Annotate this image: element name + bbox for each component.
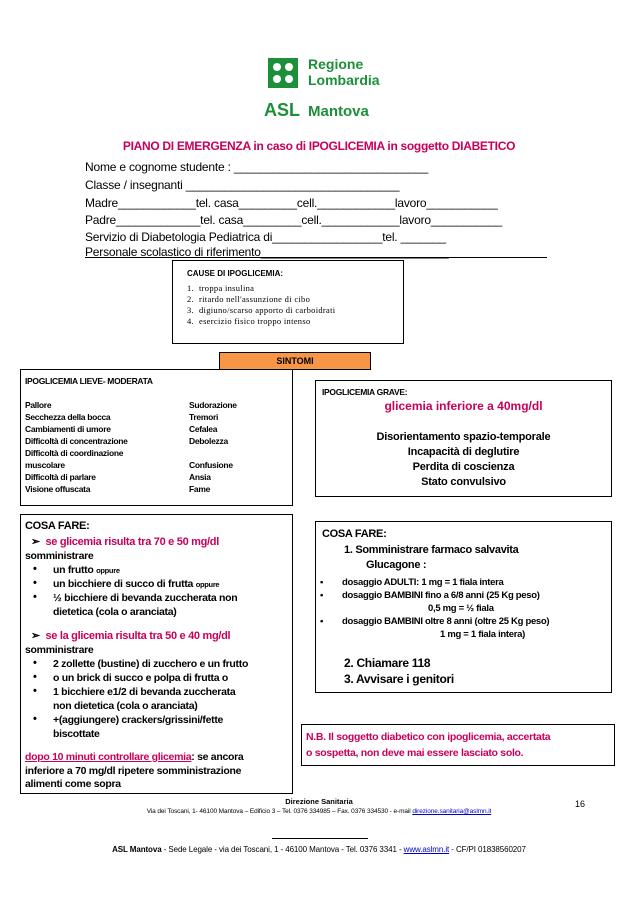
recheck-instruction: dopo 10 minuti controllare glicemia: se ancora — [25, 751, 244, 763]
list-item: o un brick di succo e polpa di frutta o — [53, 672, 228, 684]
step-1-drug: Glucagone : — [366, 559, 427, 571]
nb-warning-box — [301, 724, 615, 766]
symptom-right: Ansia — [189, 472, 211, 482]
severe-actions-box — [315, 521, 612, 693]
bullet-icon: • — [320, 616, 324, 627]
document-title: PIANO DI EMERGENZA in caso di IPOGLICEMIA in soggetto DIABETICO — [122, 139, 516, 153]
regione-lombardia-emblem-icon — [268, 58, 298, 88]
list-item: un frutto oppure — [53, 564, 120, 576]
bullet-icon: • — [320, 590, 324, 601]
symptom-left: muscolare — [25, 460, 65, 470]
causes-heading: CAUSE DI IPOGLICEMIA: — [187, 269, 284, 278]
field-father: Padre_____________tel. casa_________cell.____________lavoro___________ — [85, 213, 503, 227]
recheck-instruction-3: alimenti come sopra — [25, 778, 121, 790]
severe-hypoglycemia-box — [315, 380, 612, 497]
recheck-instruction-2: inferiore a 70 mg/dl ripetere somministrazione — [25, 765, 242, 777]
bullet-icon: • — [33, 657, 37, 669]
severe-symptom: Stato convulsivo — [421, 476, 506, 488]
step-3: 3. Avvisare i genitori — [344, 672, 454, 686]
administer-label: somministrare — [25, 550, 94, 562]
list-item: +(aggiungere) crackers/grissini/fette — [53, 714, 224, 726]
footer-address: Via dei Toscani, 1- 46100 Mantova – Edificio 3 – Tel. 0376 334985 – Fax. 0376 334530 - e-mail direzione.sanitaria@aslmn.it — [146, 808, 492, 815]
nb-line1: N.B. Il soggetto diabetico con ipoglicemia, accertata — [306, 731, 551, 743]
bullet-icon: • — [33, 577, 37, 589]
mild-hypoglycemia-box — [20, 369, 293, 506]
list-item: 1 bicchiere e1/2 di bevanda zuccherata — [53, 686, 236, 698]
email-link[interactable]: direzione.sanitaria@aslmn.it — [412, 808, 492, 815]
bullet-icon: • — [33, 671, 37, 683]
logo-asl: ASL — [264, 100, 300, 120]
symptom-left: Cambiamenti di umore — [25, 424, 111, 434]
footer-legal: ASL Mantova - Sede Legale - via dei Toscani, 1 - 46100 Mantova - Tel. 0376 3341 - www.aslmn.it - CF/PI 01838560207 — [112, 845, 526, 854]
list-item-cont: non dietetica (cola o aranciata) — [53, 700, 198, 712]
severe-symptom: Disorientamento spazio-temporale — [376, 431, 551, 443]
arrow-icon: ➢ — [31, 630, 46, 642]
causes-box — [172, 260, 404, 344]
nb-line2: o sospetta, non deve mai essere lasciato solo. — [306, 747, 524, 759]
logo-city: Mantova — [308, 103, 369, 120]
list-item: 2. ritardo nell'assunzione di cibo — [187, 294, 311, 304]
severe-symptom: Perdita di coscienza — [412, 461, 515, 473]
causes-list — [187, 283, 335, 327]
dose-children-older: dosaggio BAMBINI oltre 8 anni (oltre 25 Kg peso) — [342, 616, 550, 627]
logo-line1: Regione — [308, 56, 364, 72]
bullet-icon: • — [33, 563, 37, 575]
sintomi-label: SINTOMI — [219, 352, 371, 370]
list-item: ½ bicchiere di bevanda zuccherata non — [53, 592, 238, 604]
mild-actions-box — [20, 514, 293, 794]
range-50-40: ➢ se la glicemia risulta tra 50 e 40 mg/dl — [31, 630, 231, 642]
symptom-left: Difficoltà di concentrazione — [25, 436, 128, 446]
field-school-staff: Personale scolastico di riferimento_____________________________ — [85, 245, 449, 259]
symptom-right: Debolezza — [189, 436, 228, 446]
website-link[interactable]: www.aslmn.it — [403, 845, 450, 854]
dose-adults: dosaggio ADULTI: 1 mg = 1 fiala intera — [342, 577, 504, 588]
list-item-cont: biscottate — [53, 728, 100, 740]
symptom-left: Pallore — [25, 400, 52, 410]
symptom-left: Visione offuscata — [25, 484, 91, 494]
administer-label: somministrare — [25, 644, 94, 656]
actions-heading: COSA FARE: — [25, 520, 90, 532]
bullet-icon: • — [33, 591, 37, 603]
symptom-left: Secchezza della bocca — [25, 412, 111, 422]
page-number: 16 — [575, 799, 586, 809]
severe-glycemia: glicemia inferiore a 40mg/dl — [384, 399, 543, 413]
footer-department: Direzione Sanitaria — [285, 797, 353, 806]
regione-lombardia-logo — [264, 54, 380, 124]
dose-children-young-amount: 0,5 mg = ½ fiala — [428, 603, 494, 614]
severe-symptom: Incapacità di deglutire — [407, 446, 520, 458]
symptom-right: Sudorazione — [189, 400, 237, 410]
list-item-cont: dietetica (cola o aranciata) — [53, 606, 177, 618]
field-diabetology-service: Servizio di Diabetologia Pediatrica di_________________tel. _______ — [85, 230, 446, 244]
symptom-left: Difficoltà di parlare — [25, 472, 96, 482]
list-item: 2 zollette (bustine) di zucchero e un frutto — [53, 658, 249, 670]
bullet-icon: • — [33, 713, 37, 725]
field-class-teachers: Classe / insegnanti _________________________________ — [85, 178, 400, 192]
list-item: 1. troppa insulina — [187, 283, 255, 293]
symptom-right: Confusione — [189, 460, 233, 470]
divider — [85, 257, 547, 258]
field-student-name: Nome e cognome studente : ______________________________ — [85, 160, 429, 174]
symptom-right: Cefalea — [189, 424, 218, 434]
arrow-icon: ➢ — [31, 536, 46, 548]
field-mother: Madre____________tel. casa_________cell.____________lavoro___________ — [85, 196, 498, 210]
list-item: un bicchiere di succo di frutta oppure — [53, 578, 220, 590]
symptom-left: Difficoltà di coordinazione — [25, 448, 124, 458]
mild-heading: IPOGLICEMIA LIEVE- MODERATA — [25, 376, 153, 386]
step-2: 2. Chiamare 118 — [344, 656, 431, 670]
symptom-right: Tremori — [189, 412, 219, 422]
dose-children-young: dosaggio BAMBINI fino a 6/8 anni (25 Kg peso) — [342, 590, 540, 601]
symptom-right: Fame — [189, 484, 211, 494]
footer-divider — [272, 838, 368, 839]
severe-heading: IPOGLICEMIA GRAVE: — [322, 387, 408, 397]
logo-line2: Lombardia — [308, 72, 380, 88]
range-70-50: ➢ se glicemia risulta tra 70 e 50 mg/dl — [31, 536, 219, 548]
list-item: 3. digiuno/scarso apporto di carboidrati — [187, 305, 336, 315]
actions-heading: COSA FARE: — [322, 528, 387, 540]
list-item: 4. esercizio fisico troppo intenso — [187, 316, 311, 326]
bullet-icon: • — [320, 577, 324, 588]
dose-children-older-amount: 1 mg = 1 fiala intera) — [440, 629, 526, 640]
step-1: 1. Somministrare farmaco salvavita — [344, 544, 519, 556]
bullet-icon: • — [33, 685, 37, 697]
